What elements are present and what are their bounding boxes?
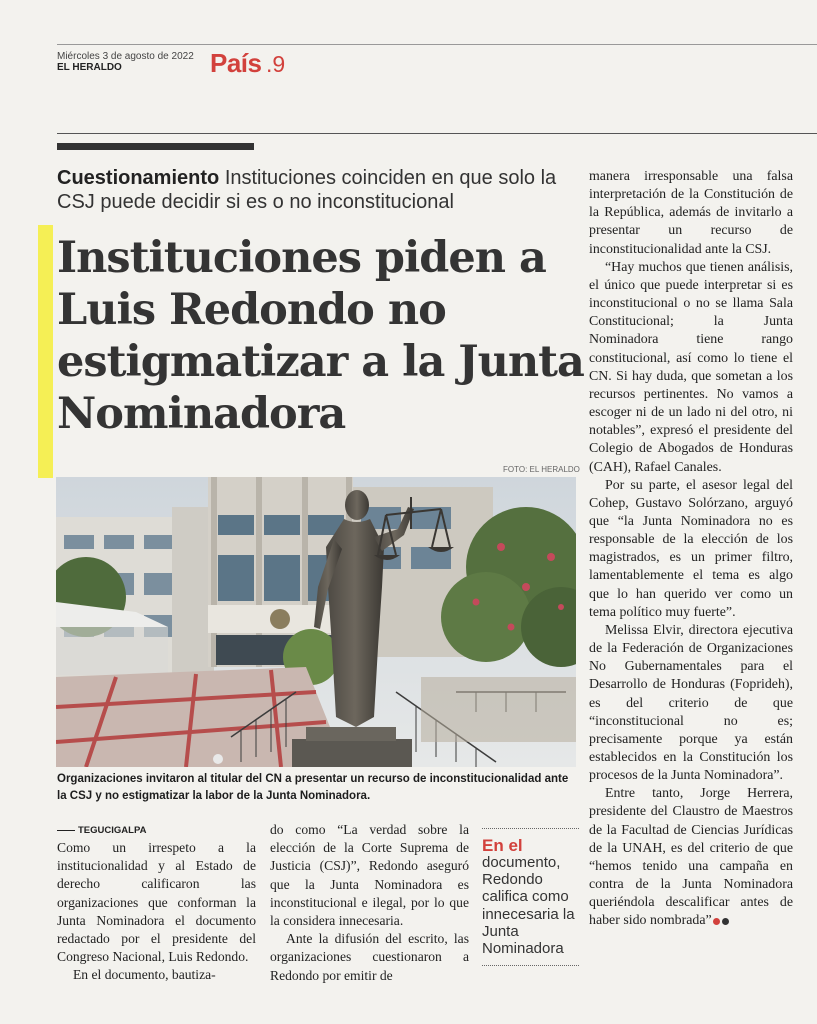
- paragraph: Como un irrespeto a la institucionalidad y al Estado de derecho calificaron las organizaciones que conforman la Junta Nominadora el documento redactado por el presidente del Congreso Nacional, Luis Redondo.: [57, 840, 256, 965]
- section-divider: [57, 133, 817, 134]
- paragraph: Ante la difusión del escrito, las organizaciones cuestionaron a Redondo por emitir de: [270, 931, 469, 983]
- paragraph: Melissa Elvir, directora ejecutiva de la Federación de Organizaciones No Gubernamentales para el Desarrollo de Honduras (Foprideh), es del criterio de que “inconstitucional no es; precisamente porque ya están establecidos en la Constitución los procesos de la Junta Nominadora”.: [589, 622, 793, 784]
- kicker-text: Instituciones coinciden en que solo la CSJ puede decidir si es o no inconstitucional: [57, 167, 557, 213]
- pull-quote: [482, 828, 579, 966]
- section-name: País: [210, 48, 262, 78]
- page-number: 9: [272, 51, 286, 77]
- kicker-bar: [57, 143, 254, 150]
- photo-credit: FOTO: EL HERALDO: [503, 465, 580, 474]
- paragraph: manera irresponsable una falsa interpretación de la Constitución de la República, además de invitarlo a presentar un recurso de inconstitucionalidad ante la CSJ.: [589, 169, 793, 257]
- newspaper-name: EL HERALDO: [57, 62, 122, 73]
- photo-caption: Organizaciones invitaron al titular del CN a presentar un recurso de inconstitucionalidad ante la CSJ y no estigmatizar la labor de la Junta Nominadora.: [57, 773, 569, 802]
- pull-quote-lead: En el: [482, 836, 523, 855]
- paragraph: “Hay muchos que tienen análisis, el único que puede interpretar si es inconstitucional o no se llama Sala Constitucional; la Junta Nominadora tiene rango constitucional, así como lo tiene el CN. Si hay duda, que sometan a los recursos pertinentes. No vamos a escoger ni de un lado ni del otro, ni notables”, expresó el presidente del Colegio de Abogados de Honduras (CAH), Rafael Canales.: [589, 259, 793, 475]
- body-column-2: [270, 821, 469, 985]
- highlighter-mark: [38, 225, 53, 478]
- courthouse-statue-illustration: [56, 477, 576, 767]
- body-column-1: [57, 839, 256, 985]
- paragraph: En el documento, bautiza-: [73, 967, 216, 983]
- end-mark-dot: [722, 918, 729, 925]
- final-paragraph: [589, 785, 793, 930]
- end-mark-dot: [713, 918, 720, 925]
- dateline: TEGUCIGALPA: [57, 825, 146, 836]
- page-number-block: [266, 51, 285, 78]
- kicker: [57, 166, 577, 214]
- kicker-label: Cuestionamiento: [57, 167, 220, 189]
- pull-quote-rule-top: [482, 828, 579, 829]
- header-rule: [57, 44, 817, 45]
- body-column-3: [589, 168, 793, 931]
- pull-quote-rule-bottom: [482, 965, 579, 966]
- paragraph-text: Entre tanto, Jorge Herrera, presidente del Claustro de Maestros de la Facultad de Ciencias Jurídicas de la UNAH, es del criterio de que “hemos tenido una campaña en contra de la Junta Nominadora queriéndola descalificar antes de haber sido nombrada”: [589, 786, 793, 929]
- issue-date: Miércoles 3 de agosto de 2022: [57, 51, 194, 62]
- paragraph: do como “La verdad sobre la elección de la Corte Suprema de Justicia (CSJ)”, Redondo aseguró que la Junta Nominadora es inconstitucional e ilegal, por lo que la considera innecesaria.: [270, 822, 469, 929]
- paragraph: Por su parte, el asesor legal del Cohep, Gustavo Solórzano, arguyó que “la Junta Nominadora no es responsable de la elección de los magistrados, es un primer filtro, lamentablemente el tema es algo que lo han querido ver como un tema político muy fuerte”.: [589, 477, 793, 620]
- pull-quote-body: documento, Redondo califica como innecesaria la Junta Nominadora: [482, 854, 575, 958]
- headline: Instituciones piden a Luis Redondo no estigmatizar a la Junta Nominadora: [57, 233, 584, 439]
- page-separator: .: [266, 51, 273, 77]
- article-photo: [56, 477, 576, 767]
